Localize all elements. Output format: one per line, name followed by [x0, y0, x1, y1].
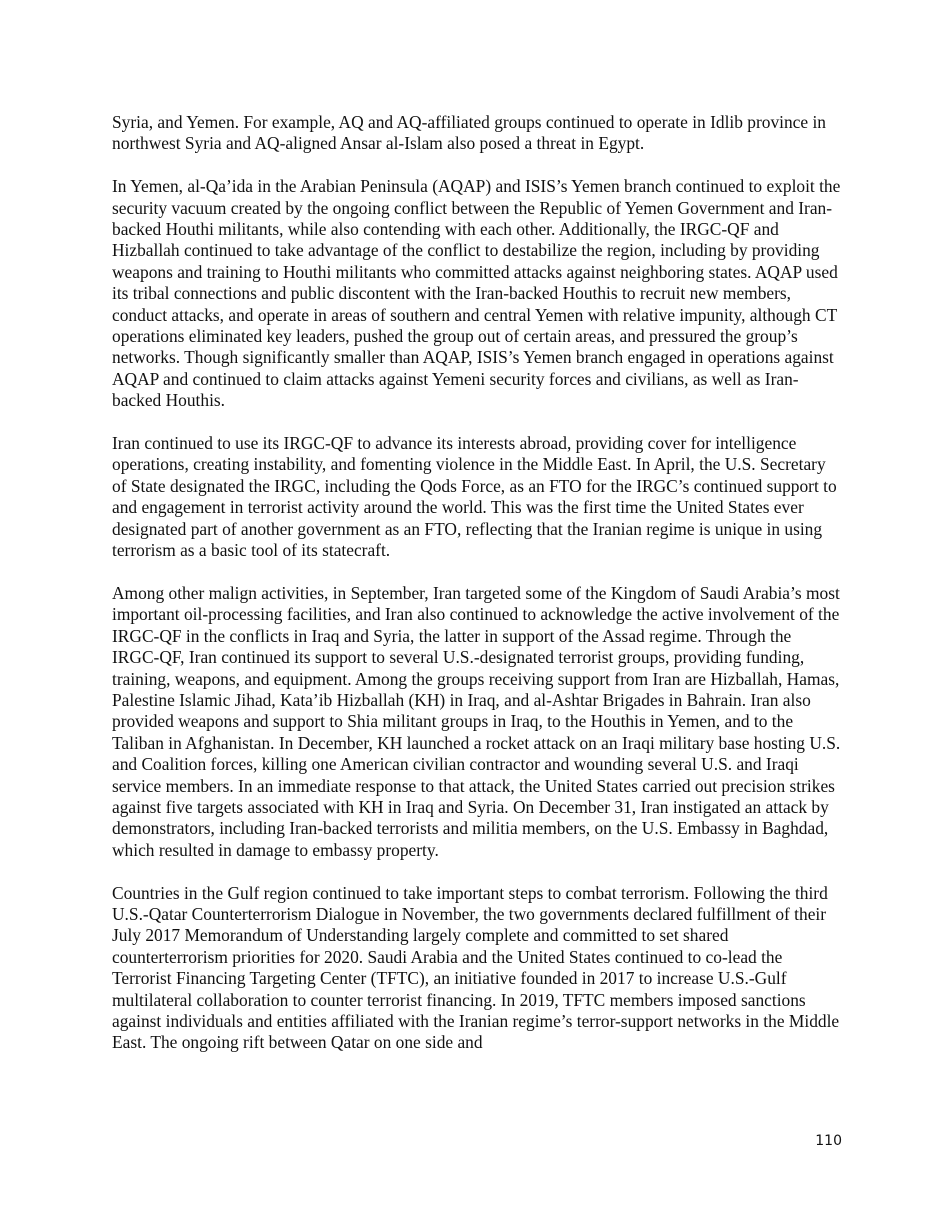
- paragraph-yemen-aqap: In Yemen, al-Qa’ida in the Arabian Peninsula (AQAP) and ISIS’s Yemen branch continued to exploit the security vacuum created by the ongoing conflict between the Republic of Yemen Government and Iran-backed Houthi militants, while also contending with each other. Additionally, the IRGC-QF and Hizballah continued to take advantage of the conflict to destabilize the region, including by providing weapons and training to Houthi militants who committed attacks against neighboring states. AQAP used its tribal connections and public discontent with the Iran-backed Houthis to recruit new members, conduct attacks, and operate in areas of southern and central Yemen with relative impunity, although CT operations eliminated key leaders, pushed the group out of certain areas, and pressured the group’s networks. Though significantly smaller than AQAP, ISIS’s Yemen branch engaged in operations against AQAP and continued to claim attacks against Yemeni security forces and civilians, as well as Iran-backed Houthis.: [112, 176, 841, 411]
- paragraph-gulf-region: Countries in the Gulf region continued to take important steps to combat terrorism. Following the third U.S.-Qatar Counterterrorism Dialogue in November, the two governments declared fulfillment of their July 2017 Memorandum of Understanding largely complete and committed to set shared counterterrorism priorities for 2020. Saudi Arabia and the United States continued to co-lead the Terrorist Financing Targeting Center (TFTC), an initiative founded in 2017 to increase U.S.-Gulf multilateral collaboration to counter terrorist financing. In 2019, TFTC members imposed sanctions against individuals and entities affiliated with the Iranian regime’s terror-support networks in the Middle East. The ongoing rift between Qatar on one side and: [112, 882, 840, 1053]
- page-number: 110: [815, 1133, 842, 1149]
- paragraph-iran-malign-activities: Among other malign activities, in September, Iran targeted some of the Kingdom of Saudi Arabia’s most important oil-processing facilities, and Iran also continued to acknowledge the active involvement of the IRGC-QF in the conflicts in Iraq and Syria, the latter in support of the Assad regime. Through the IRGC-QF, Iran continued its support to several U.S.-designated terrorist groups, providing funding, training, weapons, and equipment. Among the groups receiving support from Iran are Hizballah, Hamas, Palestine Islamic Jihad, Kata’ib Hizballah (KH) in Iraq, and al-Ashtar Brigades in Bahrain. Iran also provided weapons and support to Shia militant groups in Iraq, to the Houthis in Yemen, and to the Taliban in Afghanistan. In December, KH launched a rocket attack on an Iraqi military base hosting U.S. and Coalition forces, killing one American civilian contractor and wounding several U.S. and Iraqi service members. In an immediate response to that attack, the United States carried out precision strikes against five targets associated with KH in Iraq and Syria. On December 31, Iran instigated an attack by demonstrators, including Iran-backed terrorists and militia members, on the U.S. Embassy in Baghdad, which resulted in damage to embassy property.: [112, 582, 841, 860]
- body-text: [112, 112, 842, 1075]
- paragraph-iran-irgc: Iran continued to use its IRGC-QF to advance its interests abroad, providing cover for intelligence operations, creating instability, and fomenting violence in the Middle East. In April, the U.S. Secretary of State designated the IRGC, including the Qods Force, as an FTO for the IRGC’s continued support to and engagement in terrorist activity around the world. This was the first time the United States ever designated part of another government as an FTO, reflecting that the Iranian regime is unique in using terrorism as a basic tool of its statecraft.: [112, 433, 837, 561]
- paragraph-syria-yemen: Syria, and Yemen. For example, AQ and AQ-affiliated groups continued to operate in Idlib province in northwest Syria and AQ-aligned Ansar al-Islam also posed a threat in Egypt.: [112, 112, 826, 154]
